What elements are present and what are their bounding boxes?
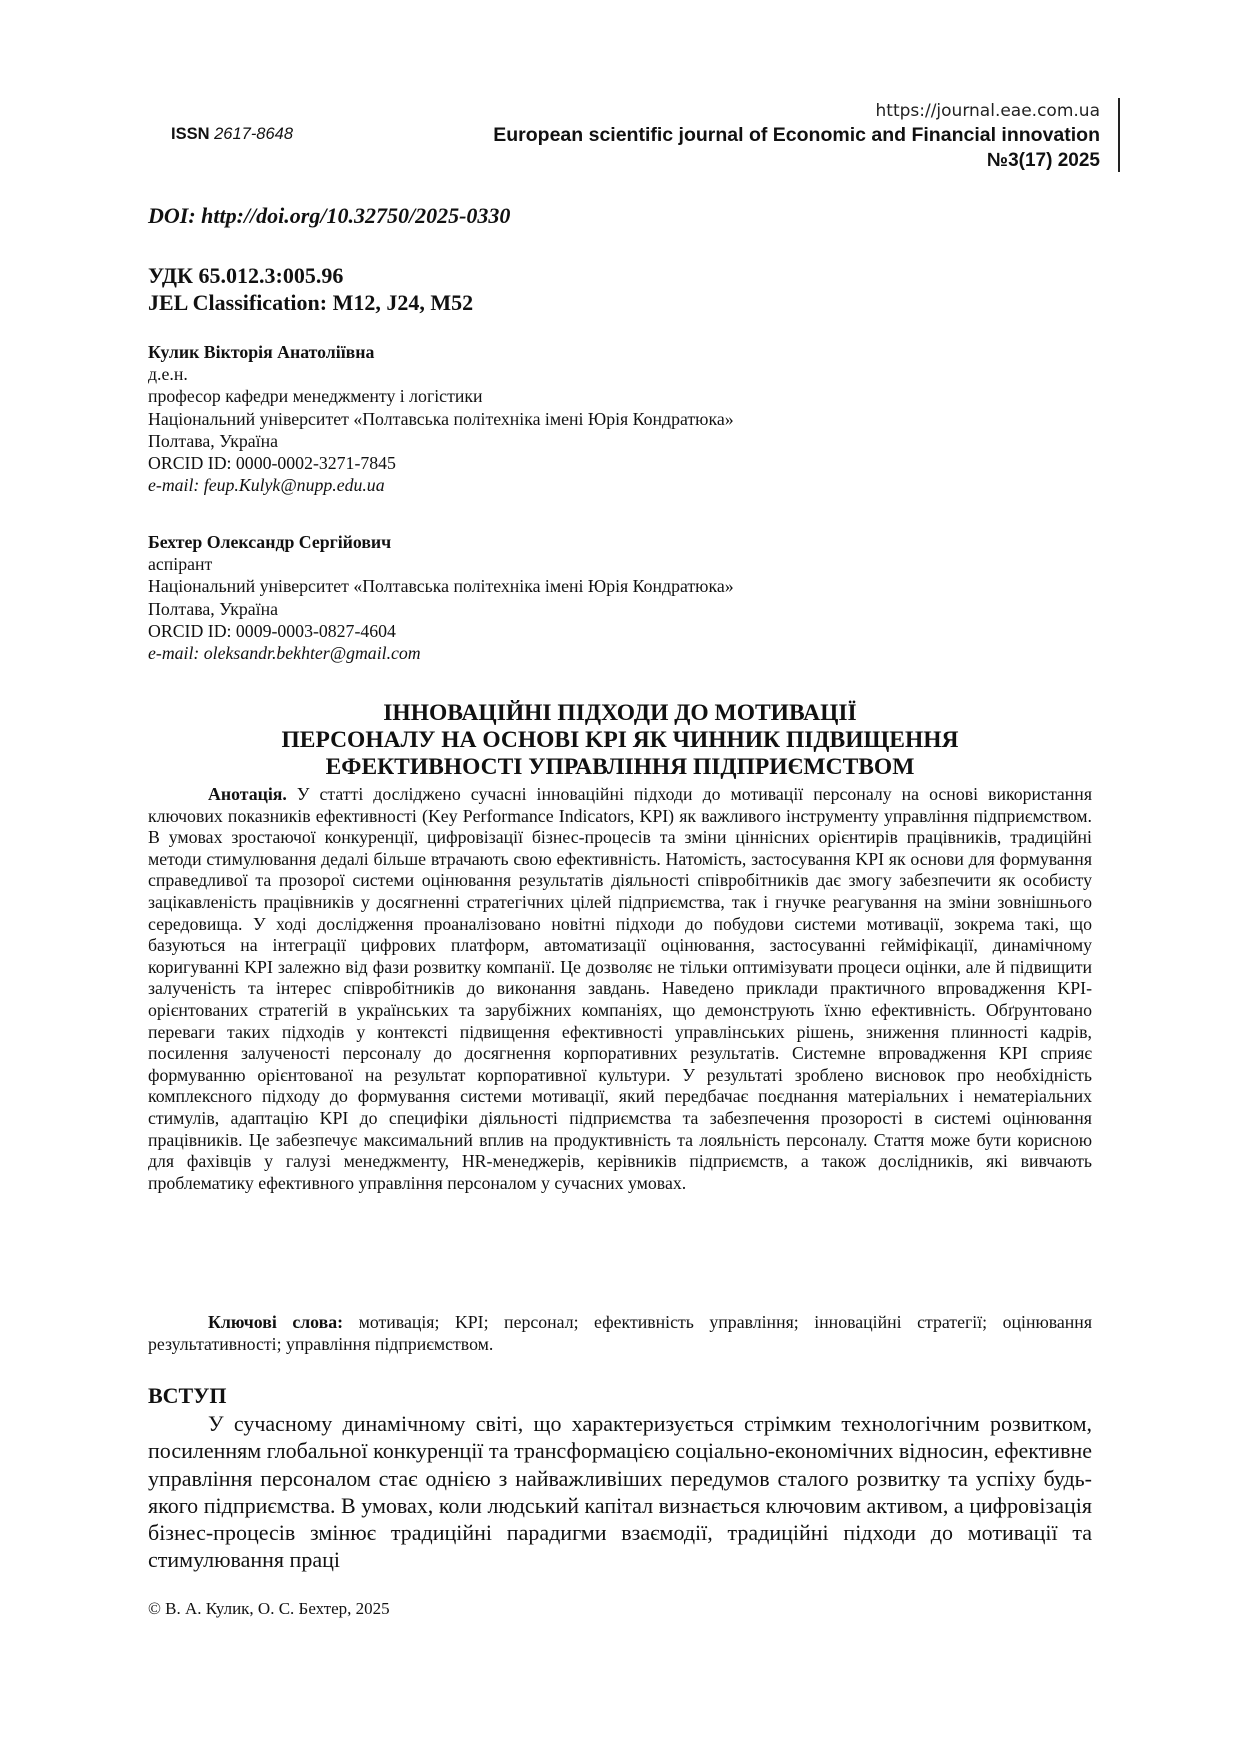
article-title: [148, 700, 1092, 781]
author-position: професор кафедри менеджменту і логістики: [148, 386, 483, 407]
keywords: [148, 1311, 1092, 1355]
author-degree: аспірант: [148, 554, 213, 575]
abstract-label: Анотація.: [208, 784, 287, 804]
author-name: Бехтер Олександр Сергійович: [148, 532, 392, 552]
title-line: ПЕРСОНАЛУ НА ОСНОВІ KPI ЯК ЧИННИК ПІДВИЩЕННЯ: [281, 727, 959, 753]
intro-paragraph: [148, 1410, 1092, 1574]
intro-text: У сучасному динамічному світі, що характеризується стрімким технологічним розвитком, посиленням глобальної конкуренції та трансформацією соціально-економічних відносин, ефективне управління персоналом стає однією з найважливіших передумов сталого розвитку та успіху будь-якого підприємства. В умовах, коли людський капітал визнається ключовим активом, а цифровізація бізнес-процесів змінює традиційні парадигми взаємодії, традиційні підходи до мотивації та стимулювання праці: [148, 1411, 1092, 1573]
header-divider: [1118, 98, 1120, 172]
journal-issue: №3(17) 2025: [986, 150, 1100, 171]
title-line: ЕФЕКТИВНОСТІ УПРАВЛІННЯ ПІДПРИЄМСТВОМ: [325, 754, 915, 780]
jel-classification: JEL Classification: M12, J24, M52: [148, 290, 474, 315]
author-orcid: ORCID ID: 0009-0003-0827-4604: [148, 620, 396, 641]
author-block: [148, 531, 734, 664]
author-city: Полтава, Україна: [148, 430, 278, 451]
author-affiliation: Національний університет «Полтавська політехніка імені Юрія Кондратюка»: [148, 576, 734, 597]
keywords-label: Ключові слова:: [208, 1312, 344, 1332]
author-orcid: ORCID ID: 0000-0002-3271-7845: [148, 453, 396, 474]
doi[interactable]: DOI: http://doi.org/10.32750/2025-0330: [148, 203, 511, 228]
issn-label: ISSN: [171, 125, 210, 143]
section-heading: ВСТУП: [148, 1383, 227, 1408]
copyright: © В. А. Кулик, О. С. Бехтер, 2025: [148, 1599, 390, 1618]
title-line: ІННОВАЦІЙНІ ПІДХОДИ ДО МОТИВАЦІЇ: [383, 700, 857, 726]
udk-code: УДК 65.012.3:005.96: [148, 263, 344, 288]
author-city: Полтава, Україна: [148, 598, 278, 619]
author-affiliation: Національний університет «Полтавська політехніка імені Юрія Кондратюка»: [148, 408, 734, 429]
author-email[interactable]: e-mail: feup.Kulyk@nupp.edu.ua: [148, 475, 385, 496]
journal-name: European scientific journal of Economic and Financial innovation: [493, 124, 1100, 146]
author-email[interactable]: e-mail: oleksandr.bekhter@gmail.com: [148, 643, 421, 664]
abstract: [148, 784, 1092, 1194]
author-degree: д.е.н.: [148, 364, 188, 385]
author-block: [148, 341, 734, 496]
issn-number: 2617-8648: [214, 125, 294, 143]
abstract-text: У статті досліджено сучасні інноваційні підходи до мотивації персоналу на основі використання ключових показників ефективності (Key Performance Indicators, KPI) як важливого інструменту управління підприємством. В умовах зростаючої конкуренції, цифровізації бізнес-процесів та зміни ціннісних орієнтирів працівників, традиційні методи стимулювання дедалі більше втрачають свою ефективність. Натомість, застосування KPI як основи для формування справедливої та прозорої системи оцінювання результатів діяльності співробітників дає змогу забезпечити як особисту зацікавленість працівників у досягненні стратегічних цілей підприємства, так і гнучке реагування на зміни зовнішнього середовища. У ході дослідження проаналізовано новітні підходи до побудови системи мотивації, зокрема такі, що базуються на інтеграції цифрових платформ, автоматизації оцінювання, застосуванні гейміфікації, динамічному коригуванні KPI залежно від фази розвитку компанії. Це дозволяє не тільки оптимізувати процеси оцінки, але й підвищити залученість та інтерес співробітників до виконання завдань. Наведено приклади практичного впровадження KPI-орієнтованих стратегій в українських та зарубіжних компаніях, що демонструють їхню ефективність. Обґрунтовано переваги таких підходів у контексті підвищення ефективності управлінських рішень, зниження плинності кадрів, посилення залученості персоналу до досягнення корпоративних результатів. Системне впровадження KPI сприяє формуванню орієнтованої на результат корпоративної культури. У результаті зроблено висновок про необхідність комплексного підходу до формування системи мотивації, який передбачає поєднання матеріальних і нематеріальних стимулів, адаптацію KPI до специфіки діяльності підприємства та забезпечення прозорості в системі оцінювання працівників. Це забезпечує максимальний вплив на продуктивність та лояльність персоналу. Стаття може бути корисною для фахівців у галузі менеджменту, HR-менеджерів, керівників підприємств, а також дослідників, які вивчають проблематику ефективного управління персоналом у сучасних умовах.: [148, 784, 1092, 1193]
author-name: Кулик Вікторія Анатоліївна: [148, 342, 375, 362]
journal-url[interactable]: https://journal.eae.com.ua: [875, 101, 1100, 121]
keywords-text: мотивація; KPI; персонал; ефективність управління; інноваційні стратегії; оцінювання результативності; управління підприємством.: [148, 1312, 1093, 1354]
issn: [171, 125, 293, 144]
